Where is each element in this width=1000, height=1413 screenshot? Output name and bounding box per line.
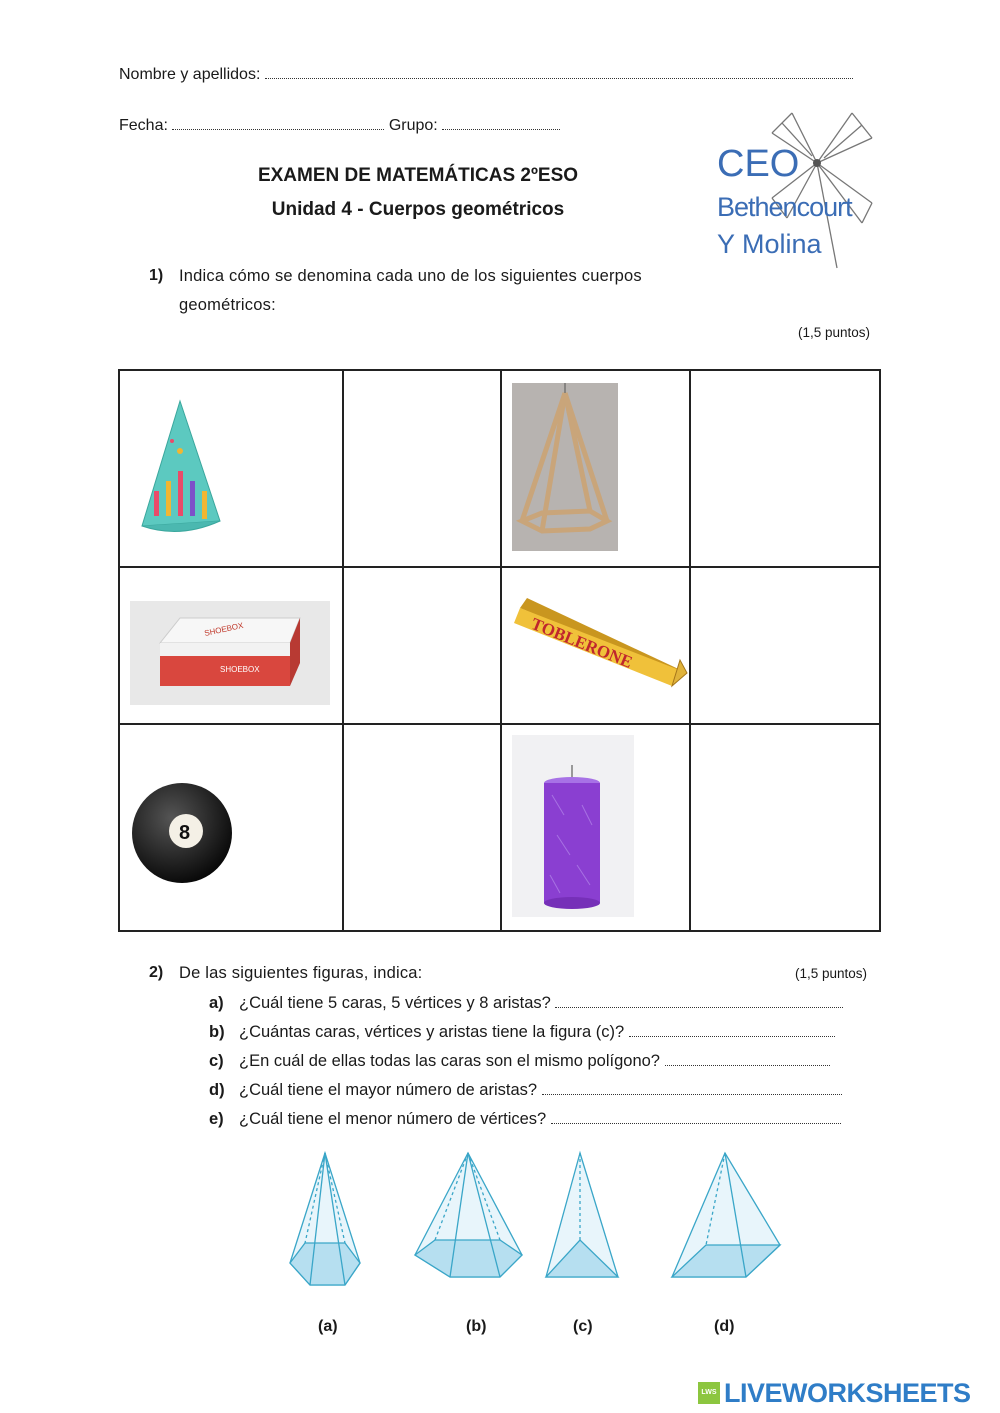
object-cell — [501, 370, 690, 567]
q2-answer-a[interactable] — [555, 993, 843, 1008]
candle-icon — [502, 725, 689, 925]
answer-cell[interactable] — [690, 724, 880, 931]
exam-title: EXAMEN DE MATEMÁTICAS 2ºESO — [257, 165, 579, 186]
answer-cell[interactable] — [343, 567, 501, 724]
lws-badge-icon: LWS — [698, 1382, 720, 1404]
figure-label-c: (c) — [573, 1318, 593, 1335]
date-label: Fecha: — [119, 117, 168, 134]
figure-label-d: (d) — [714, 1318, 735, 1335]
q2-item-b — [209, 1022, 879, 1042]
school-logo — [712, 108, 877, 270]
date-input[interactable] — [172, 115, 384, 130]
q2-item-text: ¿Cuál tiene el mayor número de aristas? — [239, 1081, 538, 1099]
shoebox-lid-brand: SHOEBOX — [203, 620, 245, 638]
object-cell — [119, 724, 343, 931]
q2-answer-c[interactable] — [665, 1051, 830, 1066]
pyramid-frame-icon — [502, 371, 689, 561]
pyramid-a-icon — [290, 1153, 360, 1285]
answer-cell[interactable] — [690, 370, 880, 567]
q2-number: 2) — [149, 964, 164, 981]
q2-answer-d[interactable] — [542, 1080, 842, 1095]
answer-cell[interactable] — [690, 567, 880, 724]
pyramid-figures — [280, 1145, 800, 1295]
q1-table — [118, 369, 881, 932]
answer-cell[interactable] — [343, 370, 501, 567]
shoebox-side-brand: SHOEBOX — [220, 665, 260, 674]
object-cell — [501, 724, 690, 931]
object-cell — [501, 567, 690, 724]
q2-item-letter: e) — [209, 1110, 224, 1128]
q1-text-line1: Indica cómo se denomina cada uno de los siguientes cuerpos — [179, 267, 642, 285]
answer-cell[interactable] — [343, 724, 501, 931]
pyramid-c-icon — [546, 1153, 618, 1277]
q2-answer-b[interactable] — [629, 1022, 835, 1037]
q2-item-c — [209, 1051, 879, 1071]
group-label: Grupo: — [388, 117, 438, 134]
object-cell — [119, 567, 343, 724]
liveworksheets-wordmark: LIVEWORKSHEETS — [724, 1378, 971, 1408]
name-input[interactable] — [265, 64, 853, 79]
date-group-field — [119, 115, 679, 135]
liveworksheets-logo — [698, 1378, 993, 1410]
q1-number: 1) — [149, 267, 164, 284]
logo-bethencourt: Bethencourt — [717, 192, 852, 222]
q2-item-a — [209, 993, 879, 1013]
q2-item-text: ¿En cuál de ellas todas las caras son el mismo polígono? — [239, 1052, 660, 1070]
billiard-ball-icon — [120, 725, 342, 925]
q2-item-letter: b) — [209, 1023, 225, 1041]
name-label: Nombre y apellidos: — [119, 66, 261, 83]
q2-item-text: ¿Cuál tiene 5 caras, 5 vértices y 8 aristas? — [239, 994, 551, 1012]
q1-text-line2: geométricos: — [179, 296, 276, 314]
figure-label-b: (b) — [466, 1318, 487, 1335]
party-hat-icon — [120, 371, 342, 561]
q2-points: (1,5 puntos) — [795, 966, 868, 981]
q2-item-letter: d) — [209, 1081, 225, 1099]
ball-number: 8 — [179, 822, 191, 844]
q1-points: (1,5 puntos) — [798, 325, 871, 340]
q2-text: De las siguientes figuras, indica: — [179, 964, 423, 982]
logo-molina: Y Molina — [717, 229, 822, 259]
q2-item-e — [209, 1109, 879, 1129]
pyramid-d-icon — [672, 1153, 780, 1277]
q2-item-text: ¿Cuántas caras, vértices y aristas tiene la figura (c)? — [239, 1023, 625, 1041]
q2-item-letter: c) — [209, 1052, 224, 1070]
q2-item-letter: a) — [209, 994, 224, 1012]
pyramid-b-icon — [415, 1153, 522, 1277]
name-field — [119, 64, 879, 84]
logo-ceo: CEO — [717, 143, 800, 185]
q2-answer-e[interactable] — [551, 1109, 841, 1124]
shoebox-icon — [120, 568, 342, 718]
object-cell — [119, 370, 343, 567]
figure-label-a: (a) — [318, 1318, 338, 1335]
toblerone-brand: TOBLERONE — [528, 614, 636, 672]
toblerone-icon — [502, 568, 689, 718]
q2-item-d — [209, 1080, 879, 1100]
group-input[interactable] — [442, 115, 560, 130]
exam-subtitle: Unidad 4 - Cuerpos geométricos — [271, 199, 565, 220]
q2-item-text: ¿Cuál tiene el menor número de vértices? — [239, 1110, 547, 1128]
